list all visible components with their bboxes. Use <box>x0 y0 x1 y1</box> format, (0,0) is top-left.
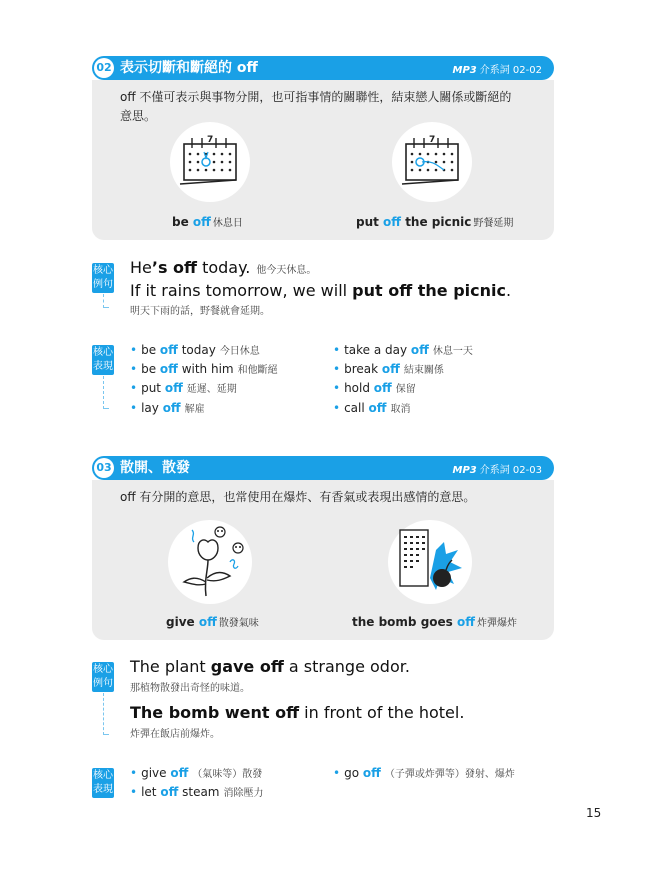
section-description: off 不僅可表示與事物分開，也可指事情的關聯性，結束戀人關係或斷絕的 意思。 <box>120 90 512 123</box>
section-number: 02 <box>94 58 114 78</box>
calendar-illustration <box>170 122 250 202</box>
phrase-item: • lay off 解雇 <box>130 401 205 415</box>
example-sentence: The plant gave off a strange odor. <box>130 657 410 676</box>
section-03-header <box>92 456 554 480</box>
section-title: 散開、散發 <box>120 460 190 476</box>
core-expression-badge: 核心 表現 <box>92 768 114 798</box>
calendar-illustration <box>392 122 472 202</box>
section-03-panel <box>92 480 554 640</box>
phrase-item: • go off （子彈或炸彈等）發射、爆炸 <box>333 766 515 780</box>
example-sentence: He’s off today. 他今天休息。 <box>130 258 317 277</box>
illustration-caption: put off the picnic 野餐延期 <box>356 215 514 229</box>
mp3-track[interactable]: MP3 介系詞 02-02 <box>452 65 542 76</box>
section-title: 表示切斷和斷絕的 off <box>120 60 258 76</box>
svg-text:7: 7 <box>429 135 436 145</box>
illustration-caption: give off 散發氣味 <box>166 615 259 629</box>
core-example-badge: 核心 例句 <box>92 263 114 293</box>
phrase-item: • call off 取消 <box>333 401 411 415</box>
dotted-guide <box>103 294 104 308</box>
section-02-panel <box>92 80 554 240</box>
dotted-guide <box>103 376 104 409</box>
dotted-guide <box>103 408 109 409</box>
example-sentence: If it rains tomorrow, we will put off the picnic. <box>130 281 512 300</box>
dotted-guide <box>103 693 104 735</box>
illustration-caption: the bomb goes off 炸彈爆炸 <box>352 615 517 629</box>
phrase-item: • give off （氣味等）散發 <box>130 766 263 780</box>
core-example-badge: 核心 例句 <box>92 662 114 692</box>
phrase-item: • be off with him 和他斷絕 <box>130 362 278 376</box>
phrase-item: • let off steam 消除壓力 <box>130 785 264 799</box>
section-02-header <box>92 56 554 80</box>
section-description: off 有分開的意思，也常使用在爆炸、有香氣或表現出感情的意思。 <box>120 490 476 504</box>
phrase-item: • take a day off 休息一天 <box>333 343 473 357</box>
core-expression-badge: 核心 表現 <box>92 345 114 375</box>
phrase-item: • break off 結束關係 <box>333 362 444 376</box>
example-translation: 那植物散發出奇怪的味道。 <box>130 683 250 694</box>
example-sentence: The bomb went off in front of the hotel. <box>130 703 465 722</box>
svg-text:7: 7 <box>207 135 214 145</box>
dotted-guide <box>103 307 109 308</box>
phrase-item: • be off today 今日休息 <box>130 343 260 357</box>
phrase-item: • put off 延遲、延期 <box>130 381 237 395</box>
phrase-item: • hold off 保留 <box>333 381 416 395</box>
section-number: 03 <box>94 458 114 478</box>
example-translation: 明天下雨的話，野餐就會延期。 <box>130 306 270 317</box>
illustration-caption: be off 休息日 <box>172 215 243 229</box>
dotted-guide <box>103 734 109 735</box>
page-number: 15 <box>586 806 602 820</box>
flower-illustration <box>168 520 252 604</box>
mp3-track[interactable]: MP3 介系詞 02-03 <box>452 465 542 476</box>
example-translation: 炸彈在飯店前爆炸。 <box>130 729 220 740</box>
bomb-illustration <box>388 520 472 604</box>
